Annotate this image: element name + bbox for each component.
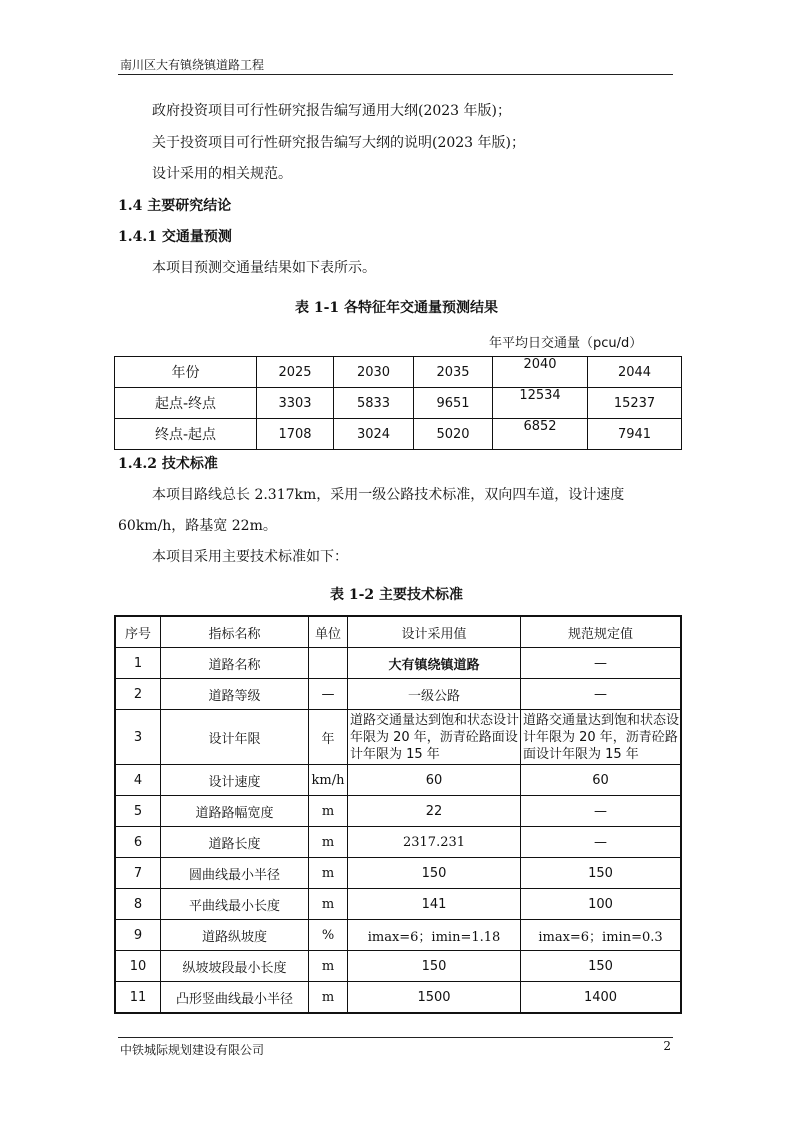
ref-outline-explanation: 关于投资项目可行性研究报告编写大纲的说明(2023 年版)； bbox=[152, 135, 526, 151]
table-cell: % bbox=[309, 920, 348, 951]
table-cell: 设计速度 bbox=[161, 765, 309, 796]
table-cell: 2317.231 bbox=[348, 827, 521, 858]
table-cell: 22 bbox=[348, 796, 521, 827]
table1-unit: 年平均日交通量（pcu/d） bbox=[489, 336, 643, 351]
table-cell: 年 bbox=[309, 710, 348, 765]
table-cell: — bbox=[521, 796, 682, 827]
table-cell: m bbox=[309, 827, 348, 858]
table-cell: 圆曲线最小半径 bbox=[161, 858, 309, 889]
table-cell: 道路交通量达到饱和状态设计年限为 20 年，沥青砼路面设计年限为 15 年 bbox=[348, 710, 521, 765]
table-cell: 1500 bbox=[348, 982, 521, 1014]
table-cell: — bbox=[521, 827, 682, 858]
table-cell: 12534 bbox=[493, 388, 588, 419]
table-cell: imax=6；imin=0.3 bbox=[521, 920, 682, 951]
table-cell: 150 bbox=[348, 951, 521, 982]
table-cell: 2025 bbox=[257, 357, 334, 388]
table-cell: 60 bbox=[521, 765, 682, 796]
table-cell: 9651 bbox=[414, 388, 493, 419]
tech-standard-intro: 本项目采用主要技术标准如下： bbox=[152, 549, 348, 565]
table-cell: 6 bbox=[115, 827, 161, 858]
table-row bbox=[115, 765, 681, 796]
table-header-row bbox=[115, 357, 682, 388]
page-number: 2 bbox=[663, 1039, 671, 1053]
table-row bbox=[115, 710, 681, 765]
table-cell: — bbox=[309, 679, 348, 710]
tech-standard-line1: 本项目路线总长 2.317km，采用一级公路技术标准，双向四车道，设计速度 bbox=[152, 487, 625, 503]
table-cell: 2030 bbox=[334, 357, 414, 388]
table-cell: 5833 bbox=[334, 388, 414, 419]
table-cell: 100 bbox=[521, 889, 682, 920]
table-cell: imax=6；imin=1.18 bbox=[348, 920, 521, 951]
table-cell: 1 bbox=[115, 648, 161, 679]
table1-caption: 表 1-1 各特征年交通量预测结果 bbox=[294, 300, 499, 316]
table-cell: 1708 bbox=[257, 419, 334, 450]
table-cell: 大有镇绕镇道路 bbox=[348, 648, 521, 679]
table-cell: 150 bbox=[521, 951, 682, 982]
table-cell: km/h bbox=[309, 765, 348, 796]
table-cell: 5 bbox=[115, 796, 161, 827]
table-cell: 2 bbox=[115, 679, 161, 710]
table-cell: 序号 bbox=[115, 616, 161, 648]
table-row bbox=[115, 679, 681, 710]
table2-caption: 表 1-2 主要技术标准 bbox=[329, 587, 464, 603]
table-cell: 8 bbox=[115, 889, 161, 920]
table-cell: — bbox=[521, 648, 682, 679]
table-cell: 141 bbox=[348, 889, 521, 920]
ref-standards: 设计采用的相关规范。 bbox=[152, 166, 292, 182]
table-row bbox=[115, 920, 681, 951]
footer-company: 中铁城际规划建设有限公司 bbox=[120, 1043, 265, 1057]
table-row bbox=[115, 982, 681, 1014]
table-cell: 设计采用值 bbox=[348, 616, 521, 648]
table-cell: 10 bbox=[115, 951, 161, 982]
table-cell: m bbox=[309, 796, 348, 827]
table-cell: 150 bbox=[521, 858, 682, 889]
table-row bbox=[115, 951, 681, 982]
page-footer bbox=[118, 1037, 673, 1058]
table-row bbox=[115, 889, 681, 920]
table-cell: 1400 bbox=[521, 982, 682, 1014]
table-cell: 终点-起点 bbox=[115, 419, 257, 450]
section-heading-1-4-1: 1.4.1 交通量预测 bbox=[118, 229, 232, 245]
table-row bbox=[115, 419, 682, 450]
traffic-intro: 本项目预测交通量结果如下表所示。 bbox=[152, 260, 376, 276]
table-cell: 4 bbox=[115, 765, 161, 796]
ref-outline-general: 政府投资项目可行性研究报告编写通用大纲(2023 年版)； bbox=[152, 103, 512, 119]
table-cell: 单位 bbox=[309, 616, 348, 648]
tech-standard-line2: 60km/h，路基宽 22m。 bbox=[118, 518, 277, 534]
table-cell: 7 bbox=[115, 858, 161, 889]
table-cell: 2044 bbox=[588, 357, 682, 388]
table-cell: 道路长度 bbox=[161, 827, 309, 858]
table-cell: 纵坡坡段最小长度 bbox=[161, 951, 309, 982]
table-cell: 150 bbox=[348, 858, 521, 889]
section-heading-1-4-2: 1.4.2 技术标准 bbox=[118, 456, 218, 472]
table-cell: 11 bbox=[115, 982, 161, 1014]
table-cell: 道路交通量达到饱和状态设计年限为 20 年，沥青砼路面设计年限为 15 年 bbox=[521, 710, 682, 765]
table-cell: 一级公路 bbox=[348, 679, 521, 710]
table-cell: 6852 bbox=[493, 419, 588, 450]
section-heading-1-4: 1.4 主要研究结论 bbox=[118, 198, 232, 214]
table-cell: m bbox=[309, 951, 348, 982]
table-cell: 道路名称 bbox=[161, 648, 309, 679]
table-cell: 起点-终点 bbox=[115, 388, 257, 419]
table-cell: 道路等级 bbox=[161, 679, 309, 710]
table-row bbox=[115, 796, 681, 827]
table-cell: 3 bbox=[115, 710, 161, 765]
table-cell bbox=[309, 648, 348, 679]
tech-standards-table bbox=[114, 615, 682, 1014]
table-cell: m bbox=[309, 858, 348, 889]
table-cell: — bbox=[521, 679, 682, 710]
table-cell: 15237 bbox=[588, 388, 682, 419]
table-cell: 3303 bbox=[257, 388, 334, 419]
table-cell: 3024 bbox=[334, 419, 414, 450]
table-row bbox=[115, 858, 681, 889]
table-cell: m bbox=[309, 889, 348, 920]
table-row bbox=[115, 648, 681, 679]
table-cell: 道路路幅宽度 bbox=[161, 796, 309, 827]
table-cell: 规范规定值 bbox=[521, 616, 682, 648]
table-cell: m bbox=[309, 982, 348, 1014]
table-row bbox=[115, 827, 681, 858]
table-cell: 2035 bbox=[414, 357, 493, 388]
table-cell: 60 bbox=[348, 765, 521, 796]
table-cell: 年份 bbox=[115, 357, 257, 388]
table-cell: 平曲线最小长度 bbox=[161, 889, 309, 920]
table-cell: 5020 bbox=[414, 419, 493, 450]
table-cell: 凸形竖曲线最小半径 bbox=[161, 982, 309, 1014]
traffic-forecast-table bbox=[114, 356, 682, 450]
table-header-row bbox=[115, 616, 681, 648]
header-title: 南川区大有镇绕镇道路工程 bbox=[120, 58, 265, 72]
page-header bbox=[118, 56, 673, 75]
table-row bbox=[115, 388, 682, 419]
table-cell: 9 bbox=[115, 920, 161, 951]
table-cell: 道路纵坡度 bbox=[161, 920, 309, 951]
table-cell: 设计年限 bbox=[161, 710, 309, 765]
table-cell: 指标名称 bbox=[161, 616, 309, 648]
table-cell: 7941 bbox=[588, 419, 682, 450]
table-cell: 2040 bbox=[493, 357, 588, 388]
